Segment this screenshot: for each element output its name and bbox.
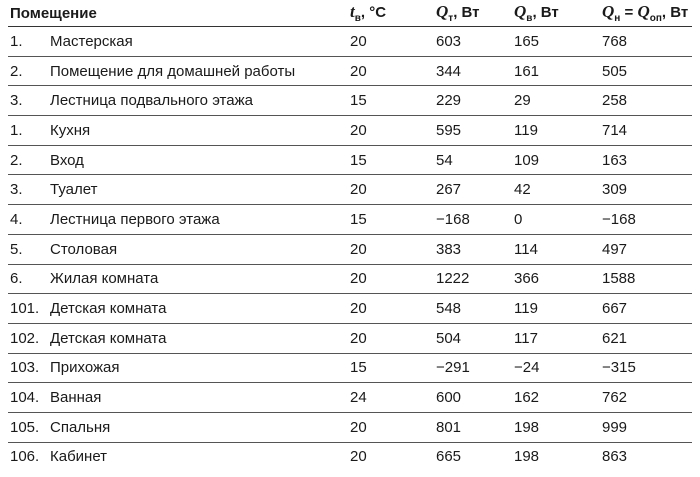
table-row [8,205,692,235]
temperature-cell: 15 [348,353,434,383]
room-name: Мастерская [50,27,348,57]
q-transmission-cell: 229 [434,86,512,116]
q-total-cell: 999 [600,412,692,442]
q-total-cell: −168 [600,205,692,235]
q-transmission-cell: 600 [434,383,512,413]
q-total-cell: 762 [600,383,692,413]
q-total-cell: 1588 [600,264,692,294]
row-number: 101. [8,294,50,324]
room-name: Детская комната [50,323,348,353]
row-number: 4. [8,205,50,235]
q-transmission-cell: 801 [434,412,512,442]
header-q-ventilation: $Q_в$, Вт [512,0,600,27]
q-transmission-cell: 595 [434,116,512,146]
q-total-cell: 621 [600,323,692,353]
q-transmission-cell: 1222 [434,264,512,294]
room-name: Кабинет [50,448,108,466]
temperature-cell: 24 [348,383,434,413]
q-ventilation-cell: 119 [512,116,600,146]
q-ventilation-cell: 0 [512,205,600,235]
row-number: 2. [8,145,50,175]
q-ventilation-cell: 29 [512,86,600,116]
q-ventilation-cell: 198 [512,412,600,442]
q-ventilation-cell: 114 [512,234,600,264]
q-ventilation-cell: 366 [512,264,600,294]
room-name: Столовая [50,234,348,264]
temperature-cell: 20 [348,175,434,205]
temperature-cell: 20 [348,27,434,57]
q-transmission-cell: 344 [434,56,512,86]
q-ventilation-cell: 109 [512,145,600,175]
room-name: Детская комната [50,294,348,324]
row-number: 1. [8,27,50,57]
q-transmission-cell: 504 [434,323,512,353]
header-q-transmission: $Q_т$, Вт [434,0,512,27]
q-total-cell: 497 [600,234,692,264]
row-number: 102. [8,323,50,353]
q-ventilation-cell: 117 [512,323,600,353]
row-number: 3. [8,86,50,116]
q-total-cell: −315 [600,353,692,383]
table-row [8,145,692,175]
temperature-cell: 20 [348,294,434,324]
q-transmission-cell: 665 [436,448,462,466]
table-header [8,0,692,27]
q-transmission-cell: −291 [434,353,512,383]
header-row [8,0,692,27]
room-name: Помещение для домашней работы [50,56,348,86]
table-row [8,383,692,413]
q-ventilation-cell: 161 [512,56,600,86]
room-name: Ванная [50,383,348,413]
table-row [8,86,692,116]
temperature-cell: 15 [348,205,434,235]
table-row [8,264,692,294]
q-ventilation-cell: 162 [512,383,600,413]
table-row [8,27,692,57]
room-name: Туалет [50,175,348,205]
row-number: 2. [8,56,50,86]
q-total-cell: 768 [600,27,692,57]
row-number: 103. [8,353,50,383]
q-total-cell: 163 [600,145,692,175]
room-name: Кухня [50,116,348,146]
q-ventilation-cell: 119 [512,294,600,324]
q-total-cell: 863 [602,448,628,466]
room-name: Спальня [50,412,348,442]
temperature-cell: 20 [348,264,434,294]
temperature-cell: 20 [348,323,434,353]
q-ventilation-cell: −24 [512,353,600,383]
temperature-cell: 20 [348,412,434,442]
q-total-cell: 667 [600,294,692,324]
q-total-cell: 309 [600,175,692,205]
temperature-cell: 15 [348,145,434,175]
temperature-cell: 20 [350,448,367,466]
room-name: Жилая комната [50,264,348,294]
q-transmission-cell: 383 [434,234,512,264]
table-row [8,412,692,442]
q-transmission-cell: 267 [434,175,512,205]
row-number: 5. [8,234,50,264]
q-total-cell: 505 [600,56,692,86]
table-row [8,116,692,146]
q-total-cell: 714 [600,116,692,146]
q-ventilation-cell: 42 [512,175,600,205]
header-room: Помещение [8,0,348,27]
q-transmission-cell: 603 [434,27,512,57]
temperature-cell: 20 [348,116,434,146]
q-transmission-cell: −168 [434,205,512,235]
row-number: 104. [8,383,50,413]
heat-loss-table [8,0,692,471]
table-row [8,56,692,86]
temperature-cell: 20 [348,56,434,86]
table-row [8,294,692,324]
temperature-cell: 15 [348,86,434,116]
table-row [8,323,692,353]
room-name: Лестница первого этажа [50,205,348,235]
header-q-total: $Q_н = Q_{оп}$, Вт [600,0,692,27]
room-name: Вход [50,145,348,175]
row-number: 6. [8,264,50,294]
q-ventilation-cell: 165 [512,27,600,57]
row-number: 106. [10,448,40,466]
q-transmission-cell: 548 [434,294,512,324]
room-name: Прихожая [50,353,348,383]
q-ventilation-cell: 198 [514,448,540,466]
room-name: Лестница подвального этажа [50,86,348,116]
table-row [8,442,692,471]
header-temperature: $t_в$, °C [348,0,434,27]
temperature-cell: 20 [348,234,434,264]
table-body [8,27,692,472]
table-row [8,175,692,205]
q-total-cell: 258 [600,86,692,116]
q-transmission-cell: 54 [434,145,512,175]
table-row [8,353,692,383]
row-number: 105. [8,412,50,442]
table-row [8,234,692,264]
row-number: 3. [8,175,50,205]
row-number: 1. [8,116,50,146]
